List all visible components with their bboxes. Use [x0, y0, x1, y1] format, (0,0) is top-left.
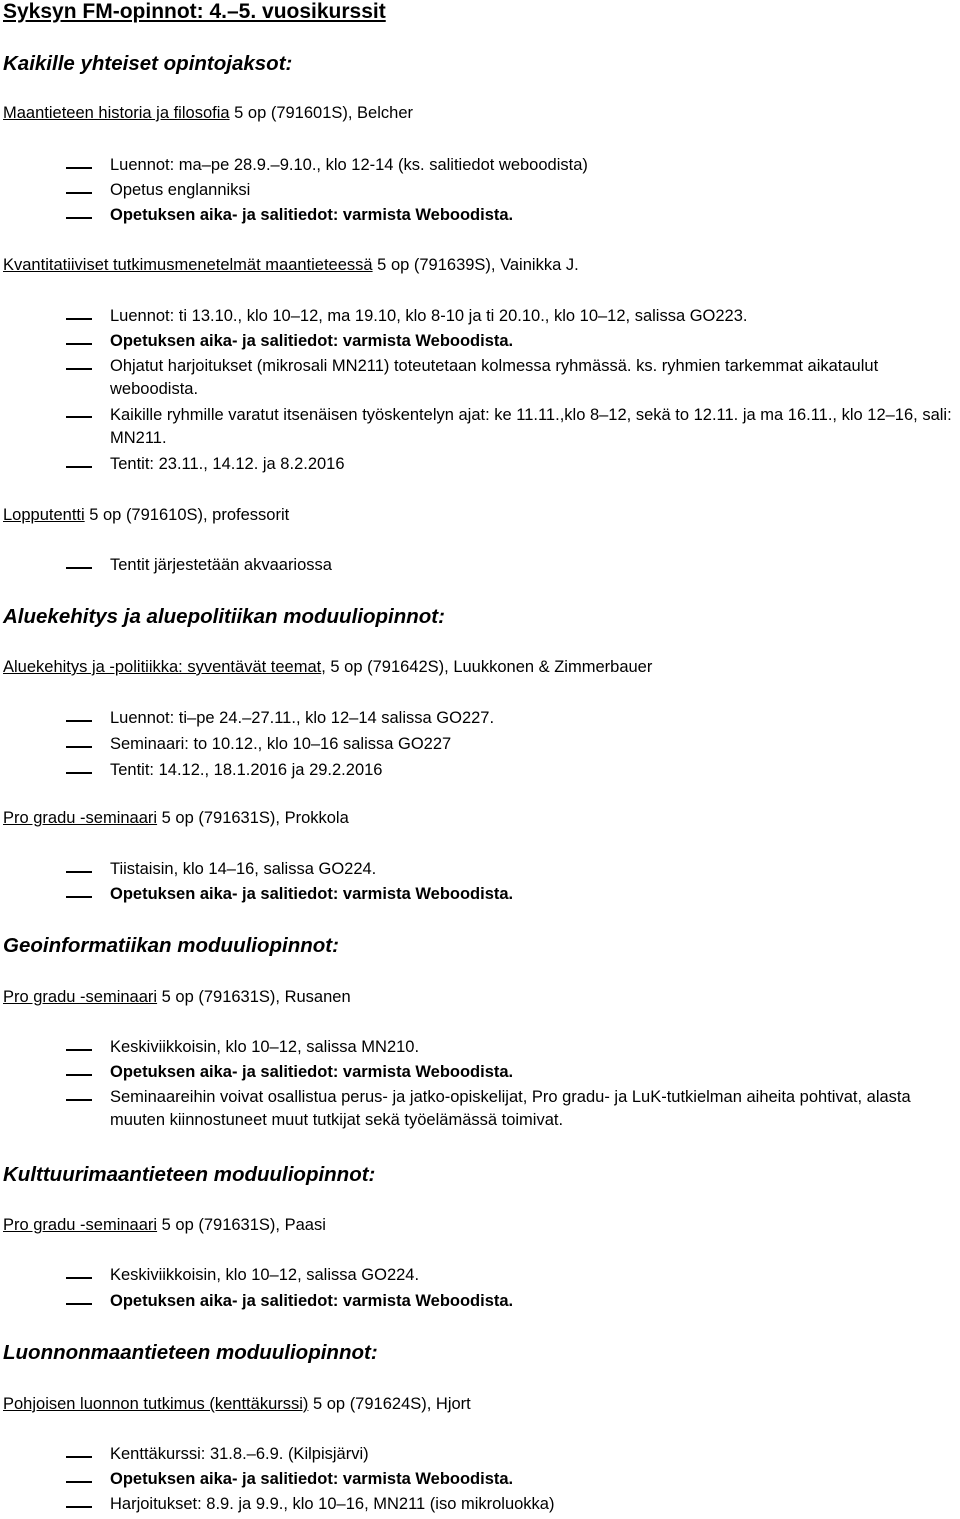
list-item: Kaikille ryhmille varatut itsenäisen työskentelyn ajat: ke 11.11.,klo 8–12, sekä to 12.11. ja ma 16.11., klo 12–16, sali: MN211.: [110, 406, 952, 447]
list-item: Tentit järjestetään akvaariossa: [110, 556, 332, 574]
list-item: Tentit: 23.11., 14.12. ja 8.2.2016: [110, 455, 345, 473]
dash-bullet: [66, 368, 92, 370]
dash-bullet: [66, 1303, 92, 1305]
dash-bullet: [66, 318, 92, 320]
course-name: Lopputentti: [3, 506, 85, 524]
dash-bullet: [66, 1506, 92, 1508]
dash-bullet: [66, 192, 92, 194]
dash-bullet: [66, 1099, 92, 1101]
course-name: Maantieteen historia ja filosofia: [3, 104, 230, 122]
list-item: Ohjatut harjoitukset (mikrosali MN211) toteutetaan kolmessa ryhmässä. ks. ryhmien tarkemmat aikataulut weboodista.: [110, 357, 879, 398]
list-item: Opetuksen aika- ja salitiedot: varmista Weboodista.: [110, 1470, 514, 1488]
course-name: Kvantitatiiviset tutkimusmenetelmät maantieteessä: [3, 256, 373, 274]
page-title: Syksyn FM-opinnot: 4.–5. vuosikurssit: [3, 0, 386, 23]
list-item: Opetuksen aika- ja salitiedot: varmista Weboodista.: [110, 1292, 514, 1310]
list-item: Opetus englanniksi: [110, 181, 251, 199]
list-item: Luennot: ma–pe 28.9.–9.10., klo 12-14 (ks. salitiedot weboodista): [110, 156, 588, 174]
list-item: Harjoitukset: 8.9. ja 9.9., klo 10–16, MN211 (iso mikroluokka): [110, 1495, 555, 1513]
course-name: Pro gradu -seminaari: [3, 809, 158, 827]
course-info: 5 op (791601S), Belcher: [229, 104, 413, 122]
course-info: 5 op (791631S), Prokkola: [157, 809, 349, 827]
list-item: Opetuksen aika- ja salitiedot: varmista Weboodista.: [110, 1063, 514, 1081]
list-item: Kenttäkurssi: 31.8.–6.9. (Kilpisjärvi): [110, 1445, 369, 1463]
list-item: Keskiviikkoisin, klo 10–12, salissa GO224.: [110, 1266, 420, 1284]
course-line: [3, 256, 579, 275]
list-item: Opetuksen aika- ja salitiedot: varmista Weboodista.: [110, 206, 514, 224]
course-name: Aluekehitys ja -politiikka: syventävät teemat: [3, 658, 322, 676]
course-info: 5 op (791639S), Vainikka J.: [372, 256, 579, 274]
course-line: [3, 988, 351, 1007]
dash-bullet: [66, 1277, 92, 1279]
course-line: [3, 1395, 471, 1414]
dash-bullet: [66, 217, 92, 219]
dash-bullet: [66, 466, 92, 468]
section-heading: Aluekehitys ja aluepolitiikan moduuliopinnot:: [3, 605, 445, 628]
section-heading: Luonnonmaantieteen moduuliopinnot:: [3, 1341, 378, 1364]
course-line: [3, 506, 289, 525]
list-item: Tentit: 14.12., 18.1.2016 ja 29.2.2016: [110, 761, 383, 779]
course-info: 5 op (791631S), Rusanen: [157, 988, 351, 1006]
section-heading: Kulttuurimaantieteen moduuliopinnot:: [3, 1163, 376, 1186]
list-item: Keskiviikkoisin, klo 10–12, salissa MN210.: [110, 1038, 420, 1056]
dash-bullet: [66, 416, 92, 418]
course-line: [3, 658, 652, 677]
section-heading: Geoinformatiikan moduuliopinnot:: [3, 934, 339, 957]
dash-bullet: [66, 343, 92, 345]
list-item: Tiistaisin, klo 14–16, salissa GO224.: [110, 860, 377, 878]
dash-bullet: [66, 1049, 92, 1051]
course-info: 5 op (791610S), professorit: [84, 506, 290, 524]
course-info: 5 op (791624S), Hjort: [308, 1395, 471, 1413]
list-item: Opetuksen aika- ja salitiedot: varmista Weboodista.: [110, 332, 514, 350]
list-item: Luennot: ti 13.10., klo 10–12, ma 19.10, klo 8-10 ja ti 20.10., klo 10–12, salissa GO223.: [110, 307, 748, 325]
course-name: Pro gradu -seminaari: [3, 988, 158, 1006]
list-item: Opetuksen aika- ja salitiedot: varmista Weboodista.: [110, 885, 514, 903]
dash-bullet: [66, 746, 92, 748]
course-line: [3, 104, 413, 123]
section-heading: Kaikille yhteiset opintojaksot:: [3, 52, 293, 75]
dash-bullet: [66, 871, 92, 873]
dash-bullet: [66, 1456, 92, 1458]
course-info: 5 op (791631S), Paasi: [157, 1216, 326, 1234]
course-line: [3, 1216, 326, 1235]
course-name: Pohjoisen luonnon tutkimus (kenttäkurssi): [3, 1395, 309, 1413]
course-line: [3, 809, 349, 828]
dash-bullet: [66, 896, 92, 898]
course-info: , 5 op (791642S), Luukkonen & Zimmerbauer: [321, 658, 653, 676]
dash-bullet: [66, 167, 92, 169]
dash-bullet: [66, 1074, 92, 1076]
list-item: Seminaari: to 10.12., klo 10–16 salissa GO227: [110, 735, 452, 753]
list-item: Seminaareihin voivat osallistua perus- ja jatko-opiskelijat, Pro gradu- ja LuK-tutkielman aiheita pohtivat, alasta muuten kiinnostuneet muut tutkijat sekä työelämässä toimivat.: [110, 1088, 911, 1129]
dash-bullet: [66, 772, 92, 774]
dash-bullet: [66, 720, 92, 722]
dash-bullet: [66, 1481, 92, 1483]
course-name: Pro gradu -seminaari: [3, 1216, 158, 1234]
list-item: Luennot: ti–pe 24.–27.11., klo 12–14 salissa GO227.: [110, 709, 495, 727]
dash-bullet: [66, 567, 92, 569]
